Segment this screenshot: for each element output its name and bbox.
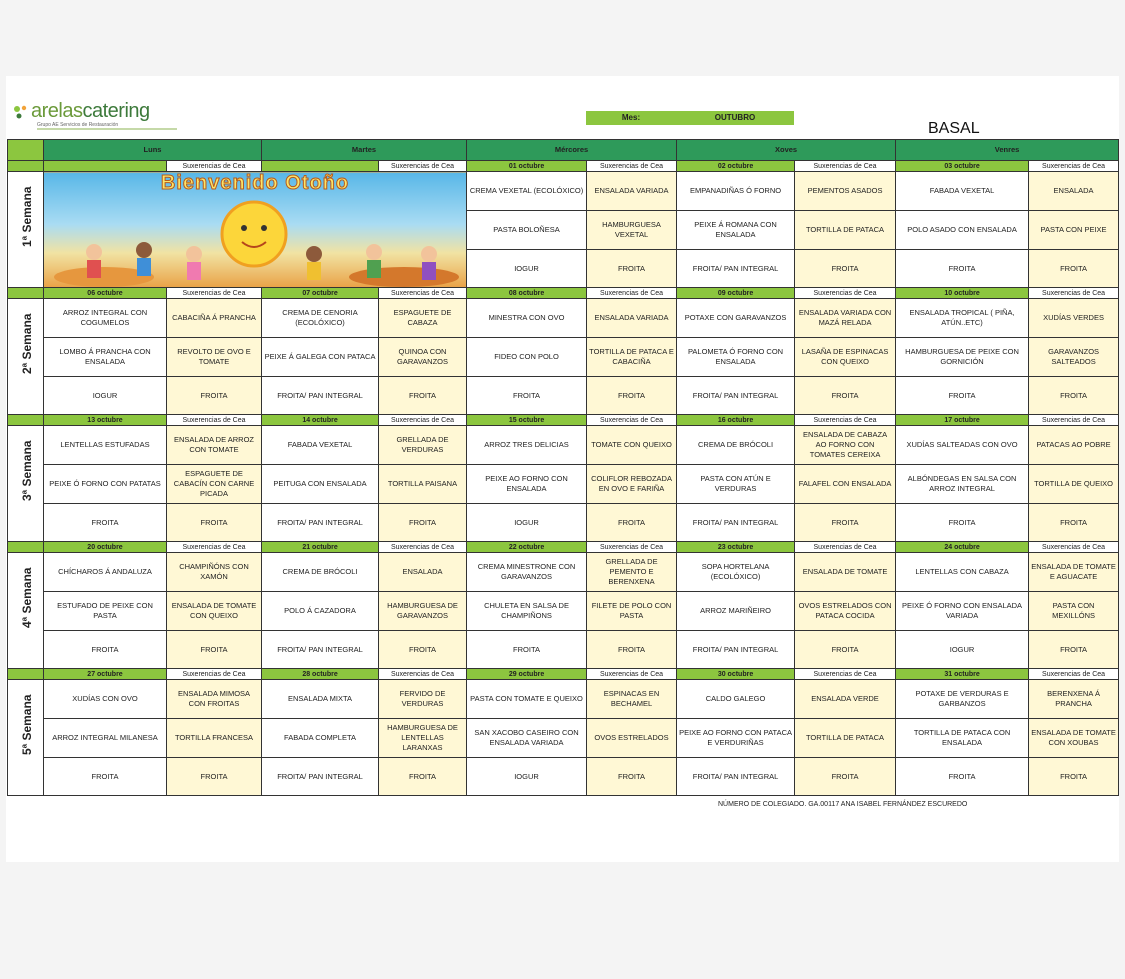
menu-row (8, 758, 1119, 796)
suggestion-cell: ENSALADA (1029, 172, 1119, 211)
suggestion-header: Suxerencias de Cea (587, 161, 677, 172)
dish-cell: FROITA (896, 377, 1029, 415)
dish-cell: FABADA COMPLETA (262, 719, 379, 758)
menu-row (8, 719, 1119, 758)
suggestion-cell: GARAVANZOS SALTEADOS (1029, 338, 1119, 377)
suggestion-cell: OVOS ESTRELADOS (587, 719, 677, 758)
suggestion-cell: ENSALADA DE ARROZ CON TOMATE (167, 426, 262, 465)
dish-cell: FROITA/ PAN INTEGRAL (262, 631, 379, 669)
menu-row (8, 504, 1119, 542)
dish-cell: PEIXE Ó FORNO CON PATATAS (44, 465, 167, 504)
suggestion-cell: FROITA (795, 631, 896, 669)
dish-cell: CREMA DE BRÓCOLI (262, 553, 379, 592)
suggestion-cell: FROITA (379, 377, 467, 415)
dish-cell: ARROZ MARIÑEIRO (677, 592, 795, 631)
suggestion-cell: FROITA (1029, 250, 1119, 288)
date-cell: 13 octubre (44, 415, 167, 426)
dish-cell: ARROZ INTEGRAL MILANESA (44, 719, 167, 758)
date-cell: 27 octubre (44, 669, 167, 680)
dish-cell: POLO Á CAZADORA (262, 592, 379, 631)
suggestion-cell: FALAFEL CON ENSALADA (795, 465, 896, 504)
dish-cell: POTAXE DE VERDURAS E GARBANZOS (896, 680, 1029, 719)
suggestion-cell: CHAMPIÑÓNS CON XAMÓN (167, 553, 262, 592)
week-label-cell (8, 172, 44, 288)
dish-cell: FROITA (896, 504, 1029, 542)
dish-cell: LOMBO Á PRANCHA CON ENSALADA (44, 338, 167, 377)
week-label-cell (8, 553, 44, 669)
logo-brand-a: arelas (31, 100, 83, 122)
dish-cell: FROITA (896, 758, 1029, 796)
dish-cell: PASTA CON TOMATE E QUEIXO (467, 680, 587, 719)
date-cell: 17 octubre (896, 415, 1029, 426)
suggestion-cell: FROITA (587, 504, 677, 542)
dish-cell: FROITA (467, 377, 587, 415)
date-cell: 08 octubre (467, 288, 587, 299)
dish-cell: CREMA MINESTRONE CON GARAVANZOS (467, 553, 587, 592)
dish-cell: FROITA (467, 631, 587, 669)
suggestion-cell: FROITA (167, 758, 262, 796)
suggestion-header: Suxerencias de Cea (167, 161, 262, 172)
suggestion-cell: TORTILLA DE QUEIXO (1029, 465, 1119, 504)
suggestion-header: Suxerencias de Cea (587, 542, 677, 553)
suggestion-cell: FROITA (587, 631, 677, 669)
dish-cell: CHÍCHAROS Á ANDALUZA (44, 553, 167, 592)
dish-cell: ALBÓNDEGAS EN SALSA CON ARROZ INTEGRAL (896, 465, 1029, 504)
dish-cell: CALDO GALEGO (677, 680, 795, 719)
suggestion-header: Suxerencias de Cea (1029, 542, 1119, 553)
suggestion-cell: FROITA (1029, 758, 1119, 796)
date-cell: 20 octubre (44, 542, 167, 553)
corner-cell (8, 161, 44, 172)
suggestion-cell: FILETE DE POLO CON PASTA (587, 592, 677, 631)
suggestion-cell: ENSALADA DE TOMATE E AGUACATE (1029, 553, 1119, 592)
date-cell: 29 octubre (467, 669, 587, 680)
company-logo (9, 100, 179, 132)
month-value: OUTUBRO (676, 111, 794, 125)
suggestion-cell: ENSALADA DE CABAZA AO FORNO CON TOMATES CEREIXA (795, 426, 896, 465)
suggestion-cell: ENSALADA VARIADA (587, 299, 677, 338)
suggestion-cell: FROITA (379, 631, 467, 669)
dish-cell: LENTELLAS CON CABAZA (896, 553, 1029, 592)
dish-cell: ENSALADA TROPICAL ( PIÑA, ATÚN..ETC) (896, 299, 1029, 338)
suggestion-header: Suxerencias de Cea (1029, 288, 1119, 299)
date-cell (44, 161, 167, 172)
suggestion-header: Suxerencias de Cea (587, 288, 677, 299)
dish-cell: ESTUFADO DE PEIXE CON PASTA (44, 592, 167, 631)
suggestion-cell: TORTILLA DE PATACA E CABACIÑA (587, 338, 677, 377)
week-date-row (8, 542, 1119, 553)
dish-cell: MINESTRA CON OVO (467, 299, 587, 338)
week-date-row (8, 161, 1119, 172)
day-header-row (8, 140, 1119, 161)
suggestion-header: Suxerencias de Cea (587, 415, 677, 426)
week-label-cell (8, 299, 44, 415)
suggestion-cell: FROITA (587, 250, 677, 288)
dish-cell: IOGUR (467, 250, 587, 288)
suggestion-cell: FROITA (795, 250, 896, 288)
corner-cell (8, 288, 44, 299)
dish-cell: FROITA (896, 250, 1029, 288)
week-label: 4ª Semana (20, 567, 34, 628)
menu-table (7, 139, 1119, 796)
date-cell: 22 octubre (467, 542, 587, 553)
suggestion-cell: TORTILLA DE PATACA (795, 719, 896, 758)
date-cell: 16 octubre (677, 415, 795, 426)
suggestion-cell: ESPINACAS EN BECHAMEL (587, 680, 677, 719)
suggestion-cell: TORTILLA FRANCESA (167, 719, 262, 758)
date-cell: 31 octubre (896, 669, 1029, 680)
autumn-banner (44, 172, 467, 288)
dish-cell: XUDÍAS CON OVO (44, 680, 167, 719)
suggestion-cell: REVOLTO DE OVO E TOMATE (167, 338, 262, 377)
menu-row (8, 592, 1119, 631)
dish-cell: IOGUR (467, 504, 587, 542)
suggestion-cell: FERVIDO DE VERDURAS (379, 680, 467, 719)
suggestion-header: Suxerencias de Cea (379, 415, 467, 426)
menu-row (8, 377, 1119, 415)
suggestion-cell: ENSALADA VARIADA (587, 172, 677, 211)
menu-row (8, 631, 1119, 669)
suggestion-cell: FROITA (379, 758, 467, 796)
week-label: 1ª Semana (20, 186, 34, 247)
menu-row (8, 680, 1119, 719)
menu-row (8, 426, 1119, 465)
suggestion-cell: FROITA (1029, 377, 1119, 415)
dish-cell: IOGUR (896, 631, 1029, 669)
dish-cell: FROITA (44, 758, 167, 796)
month-label: Mes: (586, 111, 676, 125)
suggestion-cell: FROITA (379, 504, 467, 542)
suggestion-header: Suxerencias de Cea (379, 669, 467, 680)
menu-row (8, 465, 1119, 504)
dish-cell: IOGUR (44, 377, 167, 415)
suggestion-cell: PASTA CON MEXILLÓNS (1029, 592, 1119, 631)
suggestion-header: Suxerencias de Cea (167, 288, 262, 299)
suggestion-cell: PASTA CON PEIXE (1029, 211, 1119, 250)
menu-row (8, 553, 1119, 592)
suggestion-cell: ESPAGUETE DE CABACÍN CON CARNE PICADA (167, 465, 262, 504)
corner-cell (8, 542, 44, 553)
day-header: Mércores (467, 140, 677, 161)
week-label: 3ª Semana (20, 440, 34, 501)
day-header: Venres (896, 140, 1119, 161)
date-cell: 01 octubre (467, 161, 587, 172)
suggestion-header: Suxerencias de Cea (795, 415, 896, 426)
dish-cell: FROITA/ PAN INTEGRAL (262, 504, 379, 542)
date-cell: 07 octubre (262, 288, 379, 299)
suggestion-cell: HAMBURGUESA VEXETAL (587, 211, 677, 250)
week-date-row (8, 288, 1119, 299)
suggestion-cell: HAMBURGUESA DE LENTELLAS LARANXAS (379, 719, 467, 758)
dish-cell: SOPA HORTELANA (ECOLÓXICO) (677, 553, 795, 592)
suggestion-cell: PATACAS AO POBRE (1029, 426, 1119, 465)
dish-cell: SAN XACOBO CASEIRO CON ENSALADA VARIADA (467, 719, 587, 758)
date-cell: 10 octubre (896, 288, 1029, 299)
corner-cell (8, 415, 44, 426)
week-label-cell (8, 426, 44, 542)
dish-cell: XUDÍAS SALTEADAS CON OVO (896, 426, 1029, 465)
suggestion-cell: FROITA (587, 377, 677, 415)
dish-cell: FROITA/ PAN INTEGRAL (262, 758, 379, 796)
suggestion-cell: FROITA (795, 377, 896, 415)
dish-cell: PEIXE AO FORNO CON PATACA E VERDURIÑAS (677, 719, 795, 758)
dish-cell: POTAXE CON GARAVANZOS (677, 299, 795, 338)
banner-title: Bienvenido Otoño (160, 172, 350, 194)
suggestion-cell: QUINOA CON GARAVANZOS (379, 338, 467, 377)
dish-cell: PASTA BOLOÑESA (467, 211, 587, 250)
dish-cell: FIDEO CON POLO (467, 338, 587, 377)
suggestion-header: Suxerencias de Cea (167, 415, 262, 426)
dish-cell: PEIXE Á ROMANA CON ENSALADA (677, 211, 795, 250)
date-cell: 06 octubre (44, 288, 167, 299)
suggestion-header: Suxerencias de Cea (379, 542, 467, 553)
footer-credential: NÚMERO DE COLEGIADO. GA.00117 ANA ISABEL FERNÁNDEZ ESCUREDO (718, 801, 968, 808)
date-cell (262, 161, 379, 172)
suggestion-cell: ENSALADA VERDE (795, 680, 896, 719)
date-cell: 28 octubre (262, 669, 379, 680)
suggestion-header: Suxerencias de Cea (379, 288, 467, 299)
suggestion-cell: FROITA (1029, 631, 1119, 669)
dish-cell: ARROZ INTEGRAL CON COGUMELOS (44, 299, 167, 338)
suggestion-cell: ESPAGUETE DE CABAZA (379, 299, 467, 338)
suggestion-cell: FROITA (795, 758, 896, 796)
dish-cell: PEIXE Ó FORNO CON ENSALADA VARIADA (896, 592, 1029, 631)
menu-row (8, 172, 1119, 211)
suggestion-cell: HAMBURGUESA DE GARAVANZOS (379, 592, 467, 631)
dish-cell: IOGUR (467, 758, 587, 796)
dish-cell: LENTELLAS ESTUFADAS (44, 426, 167, 465)
dish-cell: TORTILLA DE PATACA CON ENSALADA (896, 719, 1029, 758)
dish-cell: CREMA VEXETAL (ECOLÓXICO) (467, 172, 587, 211)
date-cell: 24 octubre (896, 542, 1029, 553)
suggestion-cell: TORTILLA PAISANA (379, 465, 467, 504)
suggestion-cell: ENSALADA (379, 553, 467, 592)
logo-brand (31, 100, 150, 123)
suggestion-cell: BERENXENA Á PRANCHA (1029, 680, 1119, 719)
date-cell: 14 octubre (262, 415, 379, 426)
dish-cell: CREMA DE BRÓCOLI (677, 426, 795, 465)
dish-cell: FROITA (44, 504, 167, 542)
suggestion-cell: ENSALADA DE TOMATE CON QUEIXO (167, 592, 262, 631)
suggestion-cell: ENSALADA DE TOMATE (795, 553, 896, 592)
suggestion-cell: ENSALADA MIMOSA CON FROITAS (167, 680, 262, 719)
day-header: Xoves (677, 140, 896, 161)
suggestion-header: Suxerencias de Cea (167, 542, 262, 553)
dish-cell: ENSALADA MIXTA (262, 680, 379, 719)
suggestion-cell: FROITA (1029, 504, 1119, 542)
menu-row (8, 338, 1119, 377)
week-label: 2ª Semana (20, 313, 34, 374)
date-cell: 15 octubre (467, 415, 587, 426)
week-label: 5ª Semana (20, 694, 34, 755)
corner-cell (8, 669, 44, 680)
dish-cell: CHULETA EN SALSA DE CHAMPIÑONS (467, 592, 587, 631)
dish-cell: FROITA/ PAN INTEGRAL (677, 504, 795, 542)
day-header: Luns (44, 140, 262, 161)
suggestion-header: Suxerencias de Cea (795, 669, 896, 680)
suggestion-cell: CABACIÑA Á PRANCHA (167, 299, 262, 338)
logo-dots-icon (12, 104, 30, 122)
diet-type: BASAL (928, 120, 980, 137)
dish-cell: FROITA/ PAN INTEGRAL (677, 631, 795, 669)
dish-cell: FROITA/ PAN INTEGRAL (677, 250, 795, 288)
dish-cell: FROITA/ PAN INTEGRAL (262, 377, 379, 415)
suggestion-cell: GRELLADA DE VERDURAS (379, 426, 467, 465)
suggestion-cell: FROITA (167, 377, 262, 415)
suggestion-header: Suxerencias de Cea (1029, 669, 1119, 680)
suggestion-header: Suxerencias de Cea (795, 161, 896, 172)
dish-cell: CREMA DE CENORIA (ECOLÓXICO) (262, 299, 379, 338)
dish-cell: HAMBURGUESA DE PEIXE CON GORNICIÓN (896, 338, 1029, 377)
dish-cell: ARROZ TRES DELICIAS (467, 426, 587, 465)
dish-cell: FABADA VEXETAL (896, 172, 1029, 211)
suggestion-cell: ENSALADA VARIADA CON MAZÁ RELADA (795, 299, 896, 338)
suggestion-header: Suxerencias de Cea (379, 161, 467, 172)
day-header: Martes (262, 140, 467, 161)
dish-cell: POLO ASADO CON ENSALADA (896, 211, 1029, 250)
dish-cell: PALOMETA Ó FORNO CON ENSALADA (677, 338, 795, 377)
suggestion-cell: FROITA (167, 631, 262, 669)
suggestion-header: Suxerencias de Cea (1029, 161, 1119, 172)
date-cell: 30 octubre (677, 669, 795, 680)
dish-cell: FROITA/ PAN INTEGRAL (677, 758, 795, 796)
suggestion-header: Suxerencias de Cea (795, 542, 896, 553)
suggestion-header: Suxerencias de Cea (1029, 415, 1119, 426)
dish-cell: PEIXE Á GALEGA CON PATACA (262, 338, 379, 377)
week-date-row (8, 415, 1119, 426)
date-cell: 09 octubre (677, 288, 795, 299)
suggestion-cell: FROITA (587, 758, 677, 796)
suggestion-cell: XUDÍAS VERDES (1029, 299, 1119, 338)
week-date-row (8, 669, 1119, 680)
date-cell: 02 octubre (677, 161, 795, 172)
dish-cell: PEITUGA CON ENSALADA (262, 465, 379, 504)
dish-cell: FABADA VEXETAL (262, 426, 379, 465)
suggestion-cell: OVOS ESTRELADOS CON PATACA COCIDA (795, 592, 896, 631)
suggestion-cell: ENSALADA DE TOMATE CON XOUBAS (1029, 719, 1119, 758)
dish-cell: FROITA/ PAN INTEGRAL (677, 377, 795, 415)
corner-cell (8, 140, 44, 161)
suggestion-cell: FROITA (167, 504, 262, 542)
suggestion-header: Suxerencias de Cea (795, 288, 896, 299)
suggestion-header: Suxerencias de Cea (587, 669, 677, 680)
logo-tagline: Grupo AE Servicios de Restauración (37, 122, 119, 128)
suggestion-cell: TOMATE CON QUEIXO (587, 426, 677, 465)
suggestion-cell: GRELLADA DE PEMENTO E BERENXENA (587, 553, 677, 592)
dish-cell: FROITA (44, 631, 167, 669)
week-label-cell (8, 680, 44, 796)
dish-cell: EMPANADIÑAS Ó FORNO (677, 172, 795, 211)
suggestion-cell: FROITA (795, 504, 896, 542)
dish-cell: PASTA CON ATÚN E VERDURAS (677, 465, 795, 504)
logo-underline (37, 128, 177, 130)
suggestion-cell: COLIFLOR REBOZADA EN OVO E FARIÑA (587, 465, 677, 504)
suggestion-cell: PEMENTOS ASADOS (795, 172, 896, 211)
date-cell: 03 octubre (896, 161, 1029, 172)
suggestion-cell: LASAÑA DE ESPINACAS CON QUEIXO (795, 338, 896, 377)
suggestion-header: Suxerencias de Cea (167, 669, 262, 680)
date-cell: 21 octubre (262, 542, 379, 553)
banner-illustration-icon (44, 172, 464, 288)
date-cell: 23 octubre (677, 542, 795, 553)
dish-cell: PEIXE AO FORNO CON ENSALADA (467, 465, 587, 504)
menu-row (8, 299, 1119, 338)
suggestion-cell: TORTILLA DE PATACA (795, 211, 896, 250)
logo-brand-b: catering (82, 100, 150, 122)
